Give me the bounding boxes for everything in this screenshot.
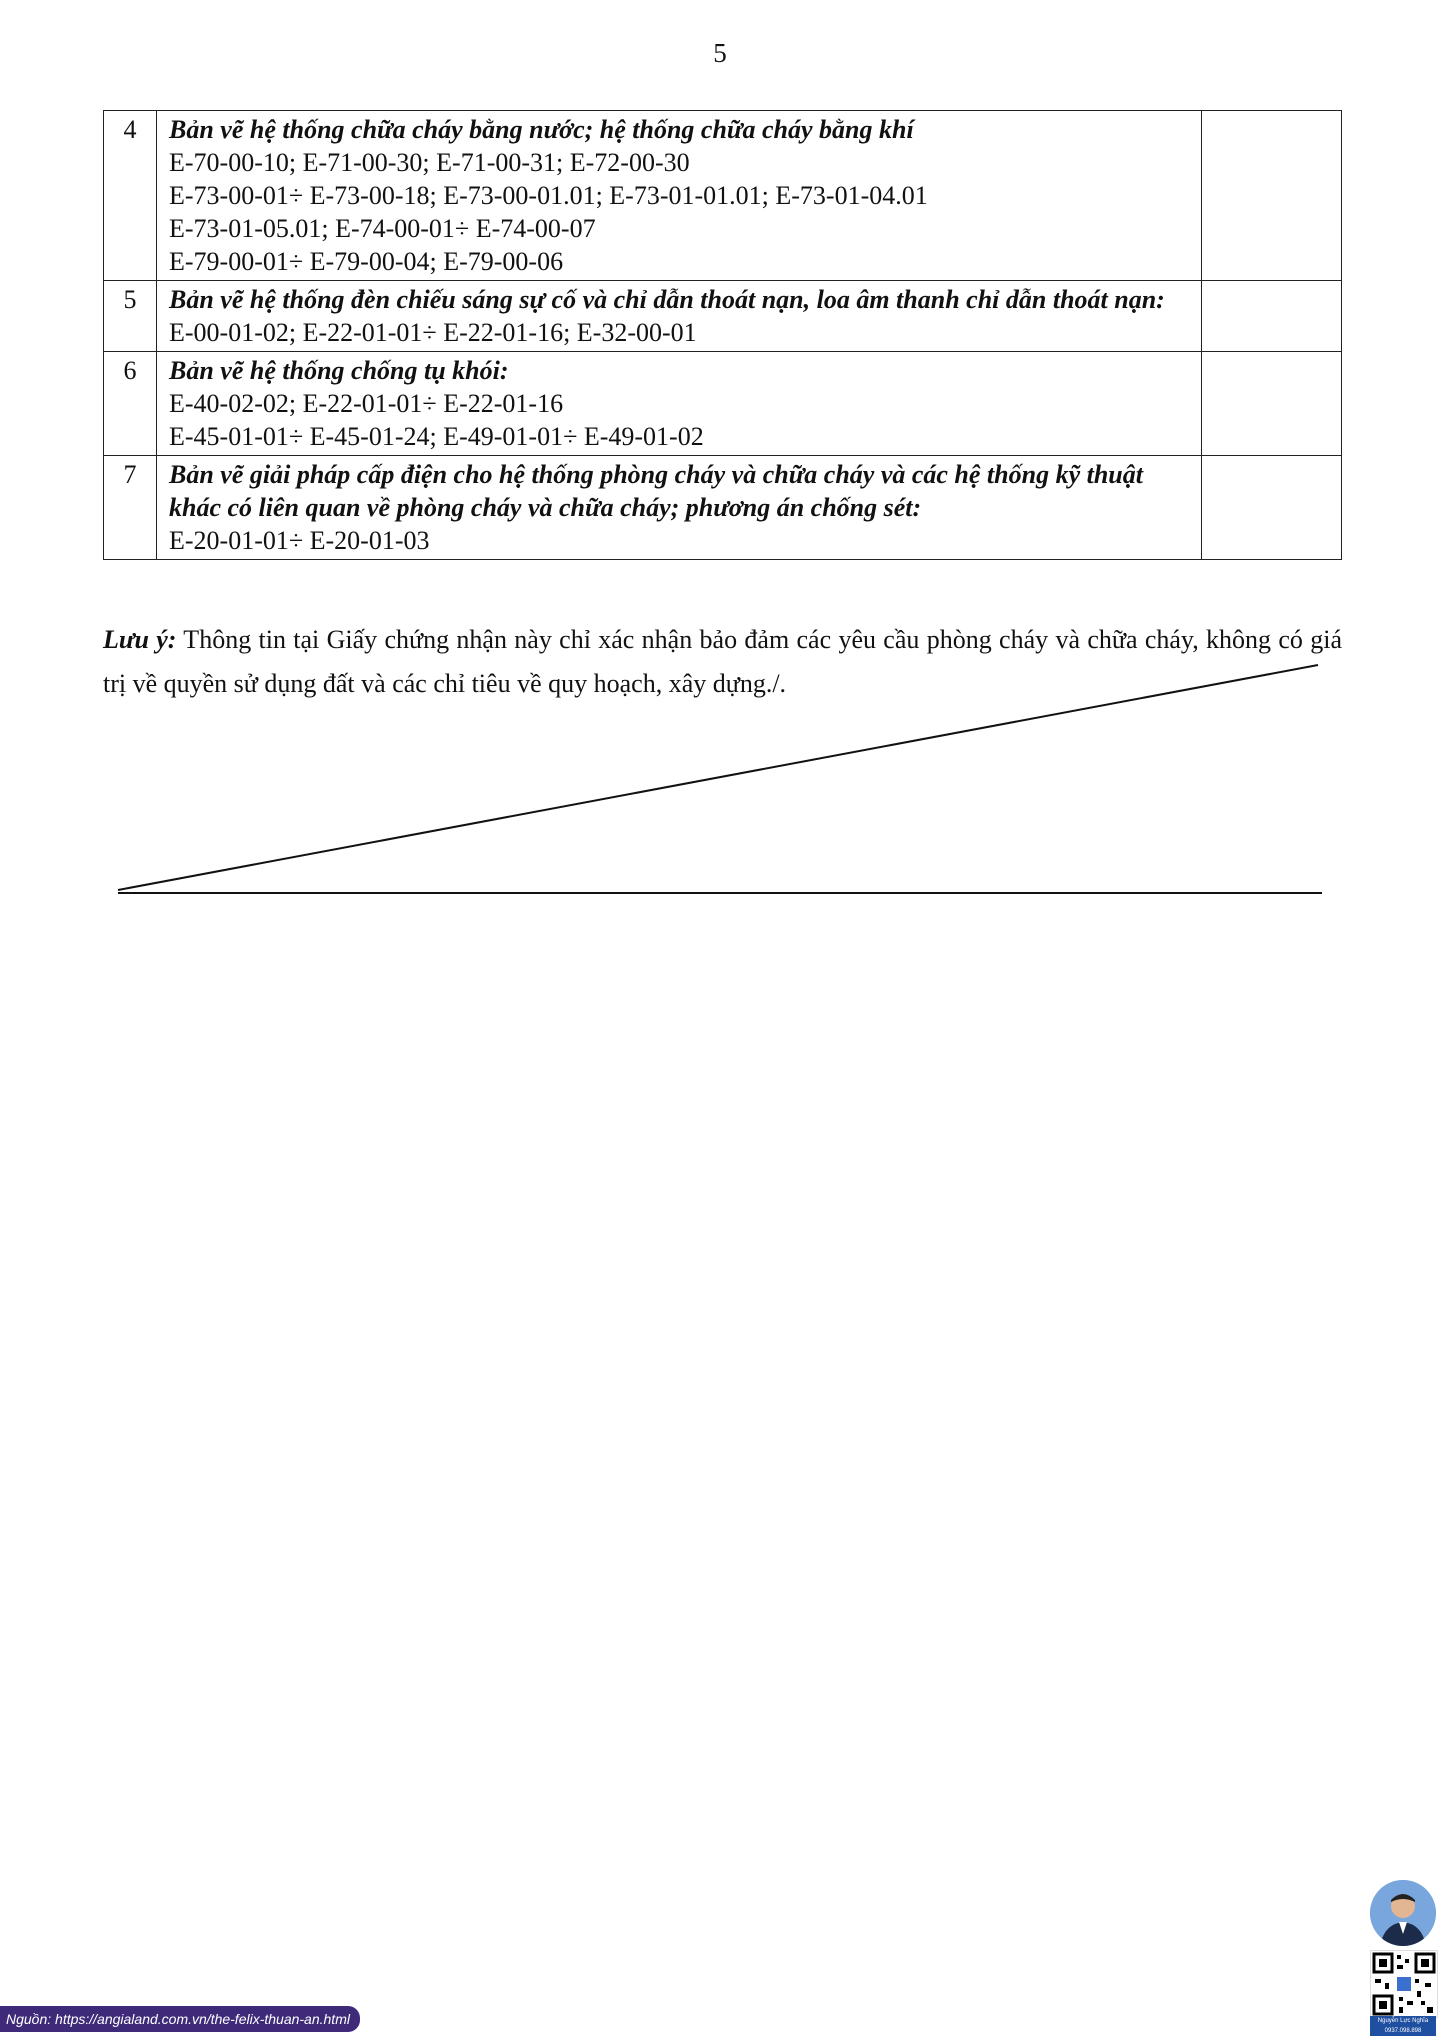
source-caption: Nguồn: https://angialand.com.vn/the-felix-thuan-an.html <box>0 2006 360 2032</box>
row-number: 7 <box>104 456 157 560</box>
note-label: Lưu ý: <box>103 625 177 654</box>
drawing-codes: E-00-01-02; E-22-01-01÷ E-22-01-16; E-32-00-01 <box>169 318 697 347</box>
drawing-codes: E-70-00-10; E-71-00-30; E-71-00-31; E-72-00-30 <box>169 148 690 177</box>
drawing-codes: E-45-01-01÷ E-45-01-24; E-49-01-01÷ E-49-01-02 <box>169 422 704 451</box>
drawing-codes: E-79-00-01÷ E-79-00-04; E-79-00-06 <box>169 247 564 276</box>
note-text: Thông tin tại Giấy chứng nhận này chỉ xác nhận bảo đảm các yêu cầu phòng cháy và chữa cháy, không có giá trị về quyền sử dụng đất và các chỉ tiêu về quy hoạch, xây dựng./. <box>103 625 1342 698</box>
row-title: Bản vẽ hệ thống chữa cháy bằng nước; hệ thống chữa cháy bằng khí <box>169 115 914 144</box>
row-number: 5 <box>104 281 157 352</box>
row-number: 6 <box>104 352 157 456</box>
qr-code-icon <box>1370 1950 1438 2018</box>
qr-caption: Nguyễn Lực Nghĩa 0937.098.898 <box>1370 2016 1436 2036</box>
diagonal-strike-line <box>118 665 1318 890</box>
row-title: Bản vẽ giải pháp cấp điện cho hệ thống phòng cháy và chữa cháy và các hệ thống kỹ thuật khác có liên quan về phòng cháy và chữa cháy; phương án chống sét: <box>169 460 1143 522</box>
drawing-codes: E-40-02-02; E-22-01-01÷ E-22-01-16 <box>169 389 564 418</box>
row-title: Bản vẽ hệ thống đèn chiếu sáng sự cố và chỉ dẫn thoát nạn, loa âm thanh chỉ dẫn thoát nạn: <box>169 285 1165 314</box>
drawing-codes: E-73-00-01÷ E-73-00-18; E-73-00-01.01; E-73-01-01.01; E-73-01-04.01 <box>169 181 928 210</box>
row-number: 4 <box>104 111 157 281</box>
avatar <box>1370 1880 1436 1946</box>
row-title: Bản vẽ hệ thống chống tụ khói: <box>169 356 509 385</box>
drawing-codes: E-20-01-01÷ E-20-01-03 <box>169 526 430 555</box>
page-number: 5 <box>713 38 727 68</box>
drawing-codes: E-73-01-05.01; E-74-00-01÷ E-74-00-07 <box>169 214 596 243</box>
